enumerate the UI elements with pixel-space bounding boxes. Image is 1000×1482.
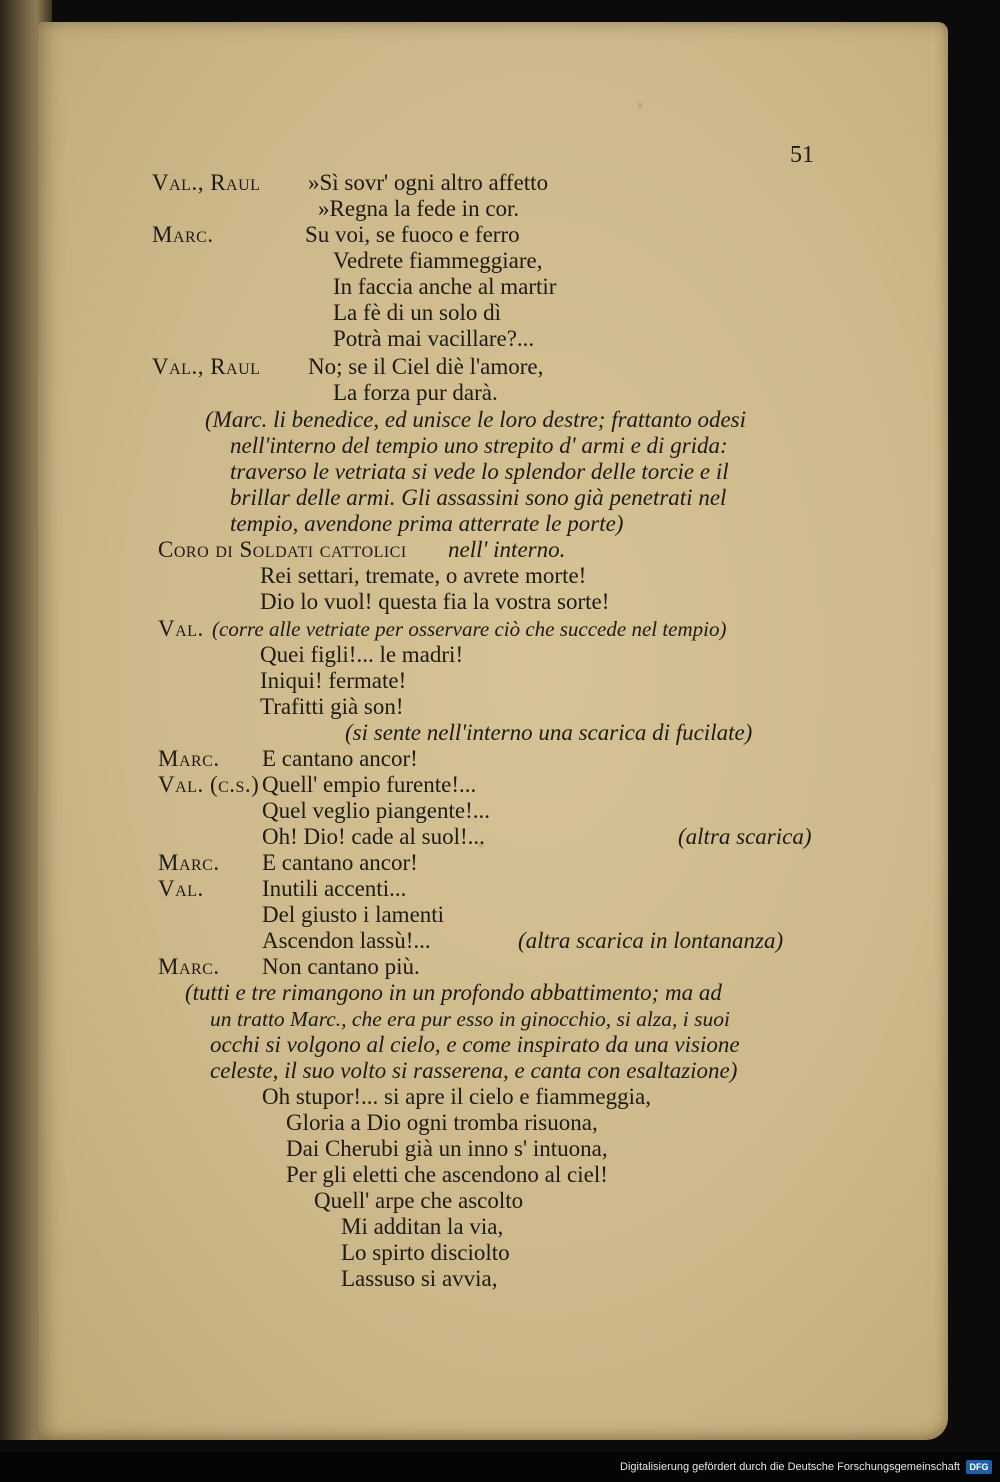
- verse-line: Mi additan la via,: [341, 1214, 504, 1239]
- verse-line: La fè di un solo dì: [333, 300, 501, 325]
- stage-direction: occhi si volgono al cielo, e come inspirato da una visione: [210, 1032, 740, 1057]
- speaker-label: Val.: [158, 616, 204, 641]
- speaker-label: Val. (c.s.): [158, 772, 260, 797]
- verse-line: Ascendon lassù!...: [262, 928, 431, 953]
- verse-line: Lo spirto disciolto: [341, 1240, 510, 1265]
- verse-line: Dai Cherubi già un inno s' intuona,: [286, 1136, 608, 1161]
- stage-direction: tempio, avendone prima atterrate le porte): [230, 511, 624, 536]
- stage-direction: (altra scarica in lontananza): [518, 928, 784, 953]
- verse-line: Non cantano più.: [262, 954, 420, 979]
- verse-line: »Sì sovr' ogni altro affetto: [308, 170, 549, 195]
- stage-direction: (corre alle vetriate per osservare ciò che succede nel tempio): [212, 617, 727, 641]
- verse-line: Dio lo vuol! questa fia la vostra sorte!: [260, 589, 610, 614]
- verse-line: Iniqui! fermate!: [260, 668, 407, 693]
- verse-line: Vedrete fiammeggiare,: [333, 248, 543, 273]
- verse-line: Quell' arpe che ascolto: [314, 1188, 524, 1213]
- stage-direction: brillar delle armi. Gli assassini sono già penetrati nel: [230, 485, 727, 510]
- verse-line: Per gli eletti che ascendono al ciel!: [286, 1162, 608, 1187]
- verse-line: E cantano ancor!: [262, 746, 418, 771]
- speaker-label: Marc.: [158, 746, 220, 771]
- verse-line: Rei settari, tremate, o avrete morte!: [260, 563, 587, 588]
- speaker-label: Val., Raul: [152, 170, 261, 195]
- stage-direction: (Marc. li benedice, ed unisce le loro destre; frattanto odesi: [205, 407, 747, 432]
- verse-line: La forza pur darà.: [333, 380, 498, 405]
- verse-line: »Regna la fede in cor.: [318, 196, 520, 221]
- speaker-label: Val.: [158, 876, 204, 901]
- dfg-logo: DFG: [966, 1460, 992, 1474]
- verse-line: Trafitti già son!: [260, 694, 404, 719]
- footer-credit: Digitalisierung gefördert durch die Deutsche Forschungsgemeinschaft: [620, 1461, 960, 1473]
- speaker-label: Marc.: [158, 850, 220, 875]
- speaker-label: Coro di Soldati cattolici: [158, 537, 407, 562]
- verse-line: Oh! Dio! cade al suol!...: [262, 824, 485, 849]
- page-number: 51: [790, 142, 814, 168]
- verse-line: In faccia anche al martir: [333, 274, 557, 299]
- stage-direction: celeste, il suo volto si rasserena, e canta con esaltazione): [210, 1058, 738, 1083]
- stage-direction: (si sente nell'interno una scarica di fucilate): [345, 720, 753, 745]
- stage-direction: (tutti e tre rimangono in un profondo abbattimento; ma ad: [185, 980, 722, 1005]
- verse-line: Quel veglio piangente!...: [262, 798, 491, 823]
- stage-direction: (altra scarica): [678, 824, 812, 849]
- verse-line: Del giusto i lamenti: [262, 902, 445, 927]
- verse-line: Quei figli!... le madri!: [260, 642, 464, 667]
- verse-line: Inutili accenti...: [262, 876, 407, 901]
- verse-line: Lassuso si avvia,: [341, 1266, 498, 1291]
- verse-line: Gloria a Dio ogni tromba risuona,: [286, 1110, 598, 1135]
- speaker-label: Val., Raul: [152, 354, 261, 379]
- verse-line: No; se il Ciel diè l'amore,: [308, 354, 544, 379]
- speaker-label: Marc.: [152, 222, 214, 247]
- verse-line: Oh stupor!... si apre il cielo e fiammeggia,: [262, 1084, 651, 1109]
- stage-direction: nell' interno.: [448, 537, 566, 562]
- verse-line: E cantano ancor!: [262, 850, 418, 875]
- speaker-label: Marc.: [158, 954, 220, 979]
- verse-line: Potrà mai vacillare?...: [333, 326, 535, 351]
- stage-direction: un tratto Marc., che era pur esso in ginocchio, si alza, i suoi: [210, 1007, 730, 1031]
- verse-line: Su voi, se fuoco e ferro: [305, 222, 520, 247]
- stage-direction: traverso le vetriata si vede lo splendor delle torcie e il: [230, 459, 729, 484]
- stage-direction: nell'interno del tempio uno strepito d' armi e di grida:: [230, 433, 728, 458]
- verse-line: Quell' empio furente!...: [262, 772, 477, 797]
